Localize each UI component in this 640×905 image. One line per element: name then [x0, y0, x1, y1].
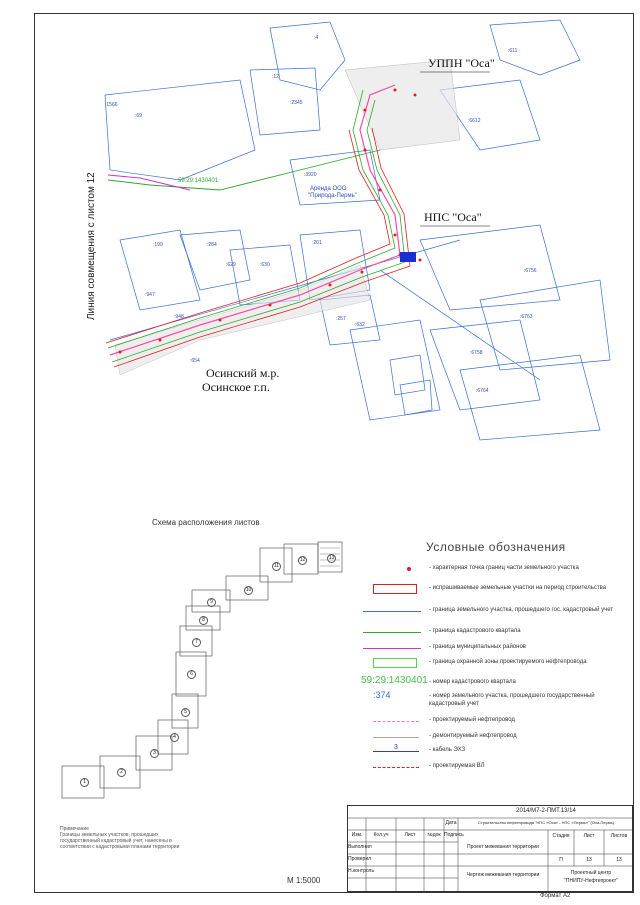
- parcel-number: :947: [145, 292, 155, 298]
- legend-text: - демонтируемый нефтепровод: [429, 733, 517, 739]
- legend-item: [363, 746, 623, 758]
- parcel-number: :1566: [105, 102, 118, 108]
- sheet-number: 8: [199, 616, 208, 625]
- legend-item: [363, 692, 623, 708]
- parcel-number: :629: [226, 262, 236, 268]
- legend-symbol: [363, 732, 423, 744]
- legend-text: - кабель ЭХЗ: [429, 747, 466, 753]
- legend-symbol: [363, 716, 423, 728]
- parcel-number: :6756: [524, 268, 537, 274]
- parcel-number: :948: [174, 314, 184, 320]
- stamp-role-1: Изм.: [351, 832, 363, 838]
- legend-symbol: [361, 675, 428, 690]
- lease-label: Аренда ООО: [310, 186, 347, 192]
- legend-text: - номер земельного участка, прошедшего государственный кадастровый учет: [429, 693, 595, 707]
- legend-symbol: [363, 627, 423, 639]
- legend-text: - проектируемый нефтепровод: [429, 717, 515, 723]
- nps-label: НПС "Оса": [424, 210, 482, 224]
- stamp-sheet: 13: [586, 857, 592, 863]
- legend-sample-mark: [407, 567, 411, 571]
- scale-label: М 1:5000: [287, 876, 321, 885]
- legend-sample-mark: [373, 737, 419, 738]
- parcel-number: :199: [153, 242, 163, 248]
- parcel-number: :3920: [304, 172, 317, 178]
- stamp-sheets: 13: [616, 857, 622, 863]
- uppn-label: УППН "Оса": [428, 56, 495, 70]
- legend-item: [363, 584, 623, 596]
- legend-sample-mark: [373, 721, 419, 722]
- parcel-number: :6764: [476, 388, 489, 394]
- notes: [60, 826, 180, 850]
- sheet-number: 11: [273, 563, 280, 569]
- legend-text: - характерная точка границ части земельного участка: [429, 565, 579, 571]
- parcel-number: :6612: [468, 118, 481, 124]
- sheet-scheme: [62, 542, 342, 798]
- stamp-person-1: Выполнил: [348, 844, 372, 850]
- sheet-number: 2: [117, 768, 126, 777]
- legend-text: - номер кадастрового квартала: [429, 679, 516, 685]
- parcel-number: :654: [190, 358, 200, 364]
- legend-sample-mark: [373, 751, 419, 752]
- sheet-number: 13: [328, 555, 335, 561]
- legend-symbol: [363, 606, 423, 618]
- legend-item: [363, 732, 623, 744]
- legend-symbol: [363, 692, 423, 704]
- legend-symbol: [363, 658, 423, 670]
- legend-item: [363, 606, 623, 618]
- parcel-number: :6763: [520, 314, 533, 320]
- stamp-sheet-header: Лист: [583, 833, 595, 839]
- legend-sample-mark: [363, 648, 421, 649]
- scheme-title: Схема расположения листов: [152, 518, 260, 527]
- lessee-label: "Природа-Пермь": [308, 193, 357, 199]
- stamp-person-3: Н.контроль: [348, 868, 375, 874]
- legend-sample-mark: [363, 611, 421, 612]
- parcel-number: :611: [508, 48, 518, 54]
- stamp-role-2: Кол.уч: [373, 832, 389, 838]
- sheet-number: 9: [207, 598, 216, 607]
- sheet-number: 4: [170, 733, 179, 742]
- stamp-role-3: Лист: [404, 832, 416, 838]
- legend-sample-mark: [373, 658, 417, 668]
- legend-text: - проектируемая ВЛ: [429, 763, 485, 769]
- legend-sample-mark: [373, 767, 419, 768]
- sheet-number: 10: [245, 587, 252, 593]
- sheet-number: 3: [150, 749, 159, 758]
- sheet-number: 5: [181, 708, 190, 717]
- legend-item: [363, 716, 623, 728]
- cadastral-border: [108, 150, 380, 190]
- parcel-number: :12: [272, 74, 279, 80]
- stamp-person-2: Проверил: [348, 856, 372, 862]
- legend-item: [363, 564, 623, 576]
- cadastral-block-label: 59:29:1430401: [178, 178, 219, 184]
- legend-item: [363, 627, 623, 639]
- municipality-label-1: Осинский м.р.: [206, 366, 280, 380]
- legend-item: [361, 675, 623, 690]
- sheet-number: 12: [299, 557, 306, 563]
- legend-text: - граница муниципальных районов: [429, 644, 526, 650]
- legend-sample: 3: [394, 744, 398, 751]
- stamp-role-6: Дата: [445, 820, 457, 826]
- legend-sample-mark: [373, 584, 417, 594]
- parcel-number: :632: [355, 322, 365, 328]
- legend-item: [363, 658, 623, 670]
- parcel-number: :257: [336, 316, 346, 322]
- notes-text: Границы земельных участков, прошедших государственный кадастровый учет, нанесены в соответствии с кадастровыми планами территории: [60, 832, 180, 850]
- stamp-drawing: Проект межевания территории: [467, 844, 539, 850]
- stamp-role-5: Подпись: [444, 832, 464, 838]
- legend-text: - граница земельного участка, прошедшего гос. кадастровый учет: [429, 607, 614, 613]
- legend-symbol: [363, 564, 423, 576]
- legend-item: [363, 643, 623, 655]
- legend-text: - граница охранной зоны проектируемого нефтепровода: [429, 659, 587, 665]
- parcel-number: :2345: [290, 100, 303, 106]
- stamp-org1: Проектный центр: [570, 870, 612, 876]
- stamp-org2: "ПНИПУ-Нефтепроект": [564, 878, 618, 884]
- stamp-stage: П: [559, 857, 563, 863]
- legend-sample: :374: [373, 690, 391, 700]
- sheet-number: 7: [192, 638, 201, 647]
- parcel-number: :284: [207, 242, 217, 248]
- stamp-sheets-header: Листов: [610, 833, 628, 839]
- parcel-number: :6758: [470, 350, 483, 356]
- stamp-role-4: №док: [427, 832, 441, 838]
- stamp-stage-header: Стадия: [552, 833, 570, 839]
- nps-marker: [400, 252, 416, 262]
- parcel-number: :69: [135, 113, 142, 119]
- sheet-number: 6: [187, 670, 196, 679]
- stamp-drawing2: Чертеж межевания территории: [466, 872, 540, 878]
- parcel-number: :4: [314, 35, 319, 41]
- notes-title: Примечание: [60, 826, 89, 832]
- legend-symbol: [363, 762, 423, 774]
- legend-text: - граница кадастрового квартала: [429, 628, 521, 634]
- legend-sample-mark: [363, 632, 421, 633]
- municipality-label-2: Осинское г.п.: [202, 380, 270, 394]
- parcel-number: :630: [260, 262, 270, 268]
- stamp-code: 2014/М7-2-ПМТ.13/14: [516, 808, 576, 814]
- stamp-project: Строительство нефтепровода "НПС «Оса» - НПС «Пермь»" (Оса-Пермь): [477, 820, 614, 825]
- joint-line-label: Линия совмещения с листом 12: [86, 172, 97, 320]
- legend-title: Условные обозначения: [426, 540, 566, 554]
- legend-sample: 59:29:1430401: [361, 675, 428, 686]
- legend-text: - испрашиваемые земельные участки на период строительства: [429, 585, 607, 591]
- legend-symbol: [363, 746, 423, 758]
- terrain-hatching: [115, 60, 460, 375]
- legend-symbol: [363, 584, 423, 596]
- legend-symbol: [363, 643, 423, 655]
- format-label: Формат А2: [540, 893, 571, 899]
- sheet-number: 1: [80, 778, 89, 787]
- title-block: [347, 805, 633, 892]
- parcel-number: :201: [312, 240, 322, 246]
- legend-item: [363, 762, 623, 774]
